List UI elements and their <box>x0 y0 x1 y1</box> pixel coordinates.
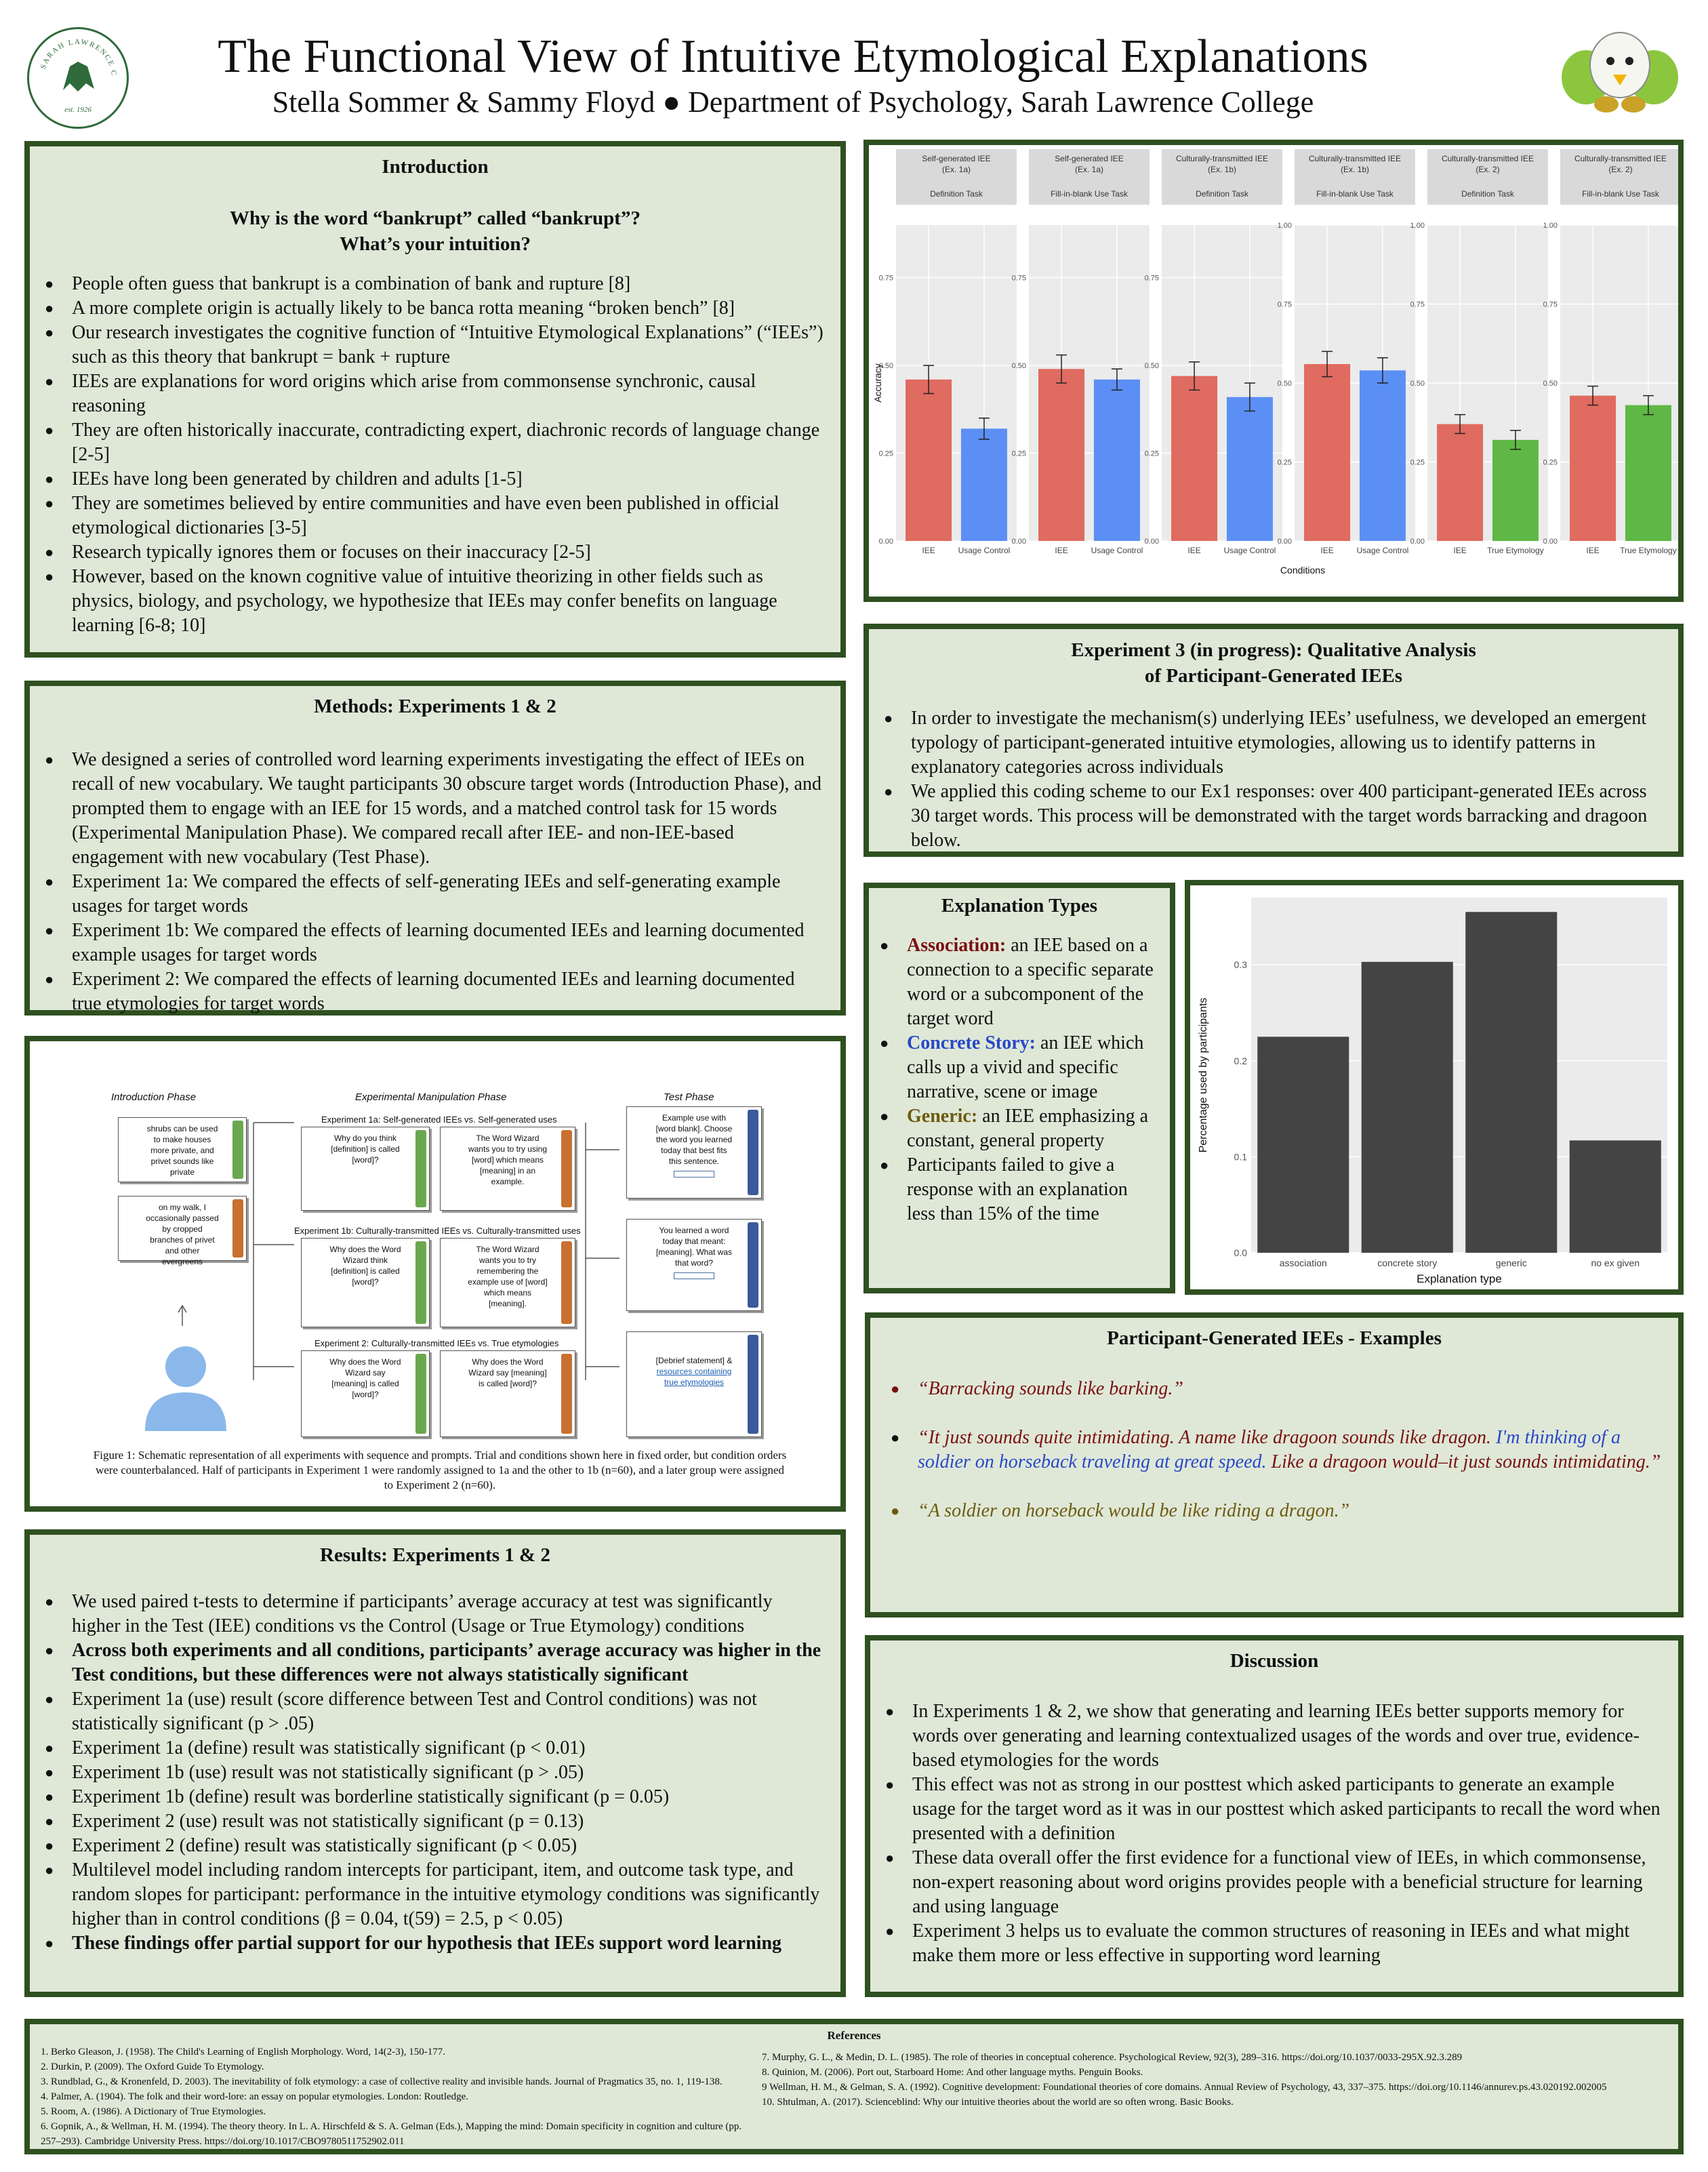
seal-est: est. 1926 <box>64 106 92 114</box>
x-tick-label: association <box>1279 1258 1327 1268</box>
intro-bullet: ● They are sometimes believed by entire communities and have even been published in official etymological dictionaries [3-5] <box>72 491 824 540</box>
concrete-text: an IEE which calls up a vivid and specific narrative, scene or image <box>907 1032 1144 1102</box>
examples-title: Participant-Generated IEEs - Examples <box>1107 1327 1442 1349</box>
card-text: Example use with [word blank]. Choose the word you learned today that best fits this sentence. <box>655 1113 733 1166</box>
exp2-test-card <box>301 1350 430 1437</box>
affiliation: Department of Psychology, Sarah Lawrence College <box>687 85 1314 119</box>
type-generic <box>907 1104 1160 1153</box>
mascot-logo <box>1559 23 1681 118</box>
phase-label-test: Test Phase <box>664 1091 714 1103</box>
y-tick-label: 0.1 <box>1234 1151 1247 1163</box>
explanation-types-panel <box>863 883 1175 1293</box>
results-title: Results: Experiments 1 & 2 <box>320 1544 550 1566</box>
facet-label: Fill-in-blank Use Task <box>1582 189 1659 199</box>
introduction-panel <box>24 141 846 658</box>
exp2-label: Experiment 2: Culturally-transmitted IEEs vs. True etymologies <box>314 1338 559 1348</box>
bar <box>961 428 1007 541</box>
association-label: Association: <box>907 935 1006 956</box>
y-tick-label: 0.25 <box>878 449 893 458</box>
card-text: You learned a word today that meant: [meaning]. What was that word? <box>655 1226 733 1268</box>
exp3-bullet: ● In order to investigate the mechanism(s) underlying IEEs’ usefulness, we developed an emergent typology of participant-generated intuitive etymologies, allowing us to identify patterns in explanatory categories across individuals <box>911 706 1662 780</box>
facet-label: Fill-in-blank Use Task <box>1316 189 1394 199</box>
exp1b-test-card <box>301 1238 430 1327</box>
generic-text: an IEE emphasizing a constant, general property <box>907 1106 1149 1151</box>
type-association <box>907 933 1160 1031</box>
card-text: Why does the Word Wizard think [definition] is called [word]? <box>329 1245 401 1287</box>
y-tick-label: 1.00 <box>1410 222 1425 230</box>
methods-bullet: ● Experiment 1b: We compared the effects of learning documented IEEs and learning documented example usages for target words <box>72 919 824 967</box>
exp3-title-line2: of Participant-Generated IEEs <box>1144 665 1403 687</box>
facet-label: Culturally-transmitted IEE <box>1441 154 1534 163</box>
bar <box>1094 380 1140 541</box>
facet-label: Fill-in-blank Use Task <box>1051 189 1128 199</box>
intro-card-2 <box>118 1196 247 1266</box>
card-text: The Word Wizard wants you to try remembering the example use of [word] which means [meaning]. <box>468 1245 548 1308</box>
x-tick-label: IEE <box>1453 546 1467 555</box>
y-tick-label: 0.75 <box>1011 274 1026 283</box>
y-tick-label: 0.25 <box>1144 449 1159 458</box>
intro-bullet: ● IEEs are explanations for word origins which arise from commonsense synchronic, causal reasoning <box>72 369 824 418</box>
schematic-diagram <box>30 1041 840 1448</box>
y-tick-label: 0.50 <box>878 362 893 371</box>
facet-label: (Ex. 1a) <box>941 165 971 174</box>
phase-label-manipulation: Experimental Manipulation Phase <box>355 1091 507 1103</box>
card-text: Why does the Word Wizard say [meaning] is called [word]? <box>329 1357 401 1399</box>
facet-label: (Ex. 1b) <box>1207 165 1237 174</box>
intro-bullet: ● Research typically ignores them or focuses on their inaccuracy [2-5] <box>72 540 824 565</box>
y-tick-label: 0.75 <box>1144 274 1159 283</box>
participant-avatar-icon <box>138 1340 233 1434</box>
y-tick-label: 0.75 <box>878 274 893 283</box>
results-bullet: ● Experiment 1b (use) result was not statistically significant (p > .05) <box>72 1761 824 1785</box>
results-bullet: ● Experiment 1b (define) result was borderline statistically significant (p = 0.05) <box>72 1785 824 1809</box>
example-association-part: “It just sounds quite intimidating. A name like dragoon sounds like dragon. <box>918 1427 1491 1448</box>
y-tick-label: 0.75 <box>1410 300 1425 309</box>
results-bullet: ● Multilevel model including random intercepts for participant, item, and outcome task type, and random slopes for participant: performance in the intuitive etymology conditions was significantly higher than in control conditions (β = 0.04, t(59) = 2.5, p < 0.05) <box>72 1858 824 1931</box>
test-use-card <box>626 1106 762 1199</box>
y-tick-label: 0.2 <box>1234 1055 1247 1066</box>
example-barracking: ● “Barracking sounds like barking.” <box>918 1377 1662 1401</box>
methods-bullet: ● We designed a series of controlled word learning experiments investigating the effect of IEEs on recall of new vocabulary. We taught participants 30 obscure target words (Introduction Phase), and prompted them to engage with an IEE for 15 words, and a matched control task for 15 words (Experimental Manipulation Phase). We compared recall after IEE- and non-IEE-based engagement with new vocabulary (Test Phase). <box>72 748 824 870</box>
y-tick-label: 0.50 <box>1543 380 1558 388</box>
intro-bullet: ● People often guess that bankrupt is a combination of bank and rupture [8] <box>72 272 824 296</box>
exp1a-control-card <box>440 1127 575 1211</box>
bar <box>1171 376 1217 541</box>
y-tick-label: 0.00 <box>1543 538 1558 546</box>
y-tick-label: 0.00 <box>1011 538 1026 546</box>
methods-title: Methods: Experiments 1 & 2 <box>314 696 556 717</box>
test-def-card <box>626 1219 762 1311</box>
results-bullet: ● Across both experiments and all conditions, participants’ average accuracy was higher in the Test conditions, but these differences were not always statistically significant <box>72 1638 824 1687</box>
facet-label: (Ex. 2) <box>1476 165 1500 174</box>
x-tick-label: Usage Control <box>1356 546 1409 555</box>
reference-item: 2. Durkin, P. (2009). The Oxford Guide To Etymology. <box>41 2062 264 2072</box>
x-tick-label: True Etymology <box>1620 546 1677 555</box>
discussion-bullet-list <box>870 1700 1678 1968</box>
association-text: an IEE based on a connection to a specific separate word or a subcomponent of the target word <box>907 935 1154 1029</box>
reference-item: 3. Rundblad, G., & Kronenfeld, D. 2003). The inevitability of folk etymology: a case of collective reality and invisible hands. Journal of Pragmatics 35, no. 1, 119-138. <box>41 2076 723 2087</box>
accuracy-chart-panel <box>863 140 1684 602</box>
y-tick-label: 0.25 <box>1410 458 1425 467</box>
y-tick-label: 1.00 <box>1277 222 1292 230</box>
examples-list <box>870 1377 1678 1523</box>
examples-panel <box>865 1312 1684 1617</box>
results-bullet: ● We used paired t-tests to determine if participants’ average accuracy at test was significantly higher in the Test (IEE) conditions vs the Control (Usage or True Etymology) conditions <box>72 1590 824 1638</box>
bar <box>1570 1140 1661 1253</box>
exp3-title-line1: Experiment 3 (in progress): Qualitative Analysis <box>1071 639 1476 661</box>
facet-label: (Ex. 1a) <box>1074 165 1104 174</box>
bullet-separator: ● <box>662 85 680 119</box>
x-tick-label: IEE <box>922 546 935 555</box>
reference-item: 6. Gopnik, A., & Wellman, H. M. (1994). The theory theory. In L. A. Hirschfeld & S. A. Gelman (Eds.), Mapping the mind: Domain specificity in cognition and culture (pp. 257–293). Cambridge University Press. https://doi.org/10.1017/CBO9780511752902.011 <box>41 2121 742 2147</box>
exp1b-label: Experiment 1b: Culturally-transmitted IEEs vs. Culturally-transmitted uses <box>294 1226 581 1236</box>
reference-item: 8. Quinion, M. (2006). Port out, Starboard Home: And other language myths. Penguin Books. <box>762 2067 1143 2078</box>
intro-bullet: ● However, based on the known cognitive value of intuitive theorizing in other fields such as physics, biology, and psychology, we hypothesize that IEEs may confer benefits on language learning [6-8; 10] <box>72 565 824 638</box>
bar <box>1257 1037 1349 1253</box>
card-text: Why does the Word Wizard say [meaning] is called [word]? <box>468 1357 547 1388</box>
x-tick-label: IEE <box>1055 546 1068 555</box>
x-axis-label: Conditions <box>1280 565 1326 576</box>
y-tick-label: 0.25 <box>1011 449 1026 458</box>
x-tick-label: IEE <box>1320 546 1334 555</box>
facet-label: Definition Task <box>1461 189 1514 199</box>
concrete-label: Concrete Story: <box>907 1032 1036 1053</box>
bar <box>1362 962 1453 1253</box>
intro-card-1 <box>118 1117 247 1182</box>
facet-label: Culturally-transmitted IEE <box>1308 154 1402 163</box>
results-bullet: ● Experiment 1a (define) result was statistically significant (p < 0.01) <box>72 1736 824 1761</box>
references-left-column <box>41 2045 752 2149</box>
reference-item: 5. Room, A. (1986). A Dictionary of True Etymologies. <box>41 2106 266 2117</box>
card-text: The Word Wizard wants you to try using [word] which means [meaning] in an example. <box>468 1133 548 1186</box>
x-tick-label: True Etymology <box>1487 546 1544 555</box>
type-concrete <box>907 1031 1160 1104</box>
results-panel <box>24 1529 846 1997</box>
bar <box>1304 364 1350 541</box>
x-tick-label: no ex given <box>1591 1258 1640 1268</box>
exp3-panel <box>863 624 1684 857</box>
bar <box>1625 405 1671 541</box>
accuracy-chart <box>869 145 1678 597</box>
facet-label: Self-generated IEE <box>1055 154 1124 163</box>
bar <box>1227 397 1273 541</box>
x-tick-label: generic <box>1495 1258 1527 1268</box>
example-association-part-2: Like a dragoon would–it just sounds intimidating.” <box>1266 1451 1661 1472</box>
bar <box>1437 424 1483 541</box>
explanation-type-chart <box>1190 885 1678 1289</box>
discussion-bullet: ● In Experiments 1 & 2, we show that generating and learning IEEs better supports memory for words over generating and learning contextualized usages of the words and over true, evidence-based etymologies for the words <box>912 1700 1662 1773</box>
x-tick-label: Usage Control <box>958 546 1011 555</box>
poster-subtitle <box>122 84 1464 121</box>
results-bullet: ● Experiment 2 (define) result was statistically significant (p < 0.05) <box>72 1834 824 1858</box>
discussion-bullet: ● This effect was not as strong in our posttest which asked participants to generate an example usage for the target word as it was in our posttest which asked participants to recall the word when presented with a definition <box>912 1773 1662 1846</box>
y-tick-label: 0.50 <box>1011 362 1026 371</box>
poster-title: The Functional View of Intuitive Etymological Explanations <box>218 31 1368 83</box>
reference-item: 7. Murphy, G. L., & Medin, D. L. (1985). The role of theories in conceptual coherence. Psychological Review, 92(3), 289–316. https://doi.org/10.1037/0033-295X.92.3.289 <box>762 2052 1463 2063</box>
exp1a-test-card <box>301 1127 430 1211</box>
example-concrete-part: I'm thinking of a soldier on horseback traveling at great speed. <box>918 1427 1621 1472</box>
y-tick-label: 0.00 <box>1410 538 1425 546</box>
facet-label: Definition Task <box>1196 189 1248 199</box>
x-tick-label: concrete story <box>1377 1258 1438 1268</box>
y-tick-label: 0.50 <box>1277 380 1292 388</box>
example-dragoon <box>918 1426 1662 1474</box>
y-tick-label: 0.50 <box>1410 380 1425 388</box>
y-tick-label: 1.00 <box>1543 222 1558 230</box>
discussion-panel <box>865 1635 1684 1997</box>
reference-item: 10. Shtulman, A. (2017). Scienceblind: Why our intuitive theories about the world are so often wrong. Basic Books. <box>762 2097 1234 2108</box>
y-tick-label: 0.00 <box>1144 538 1159 546</box>
results-bullet: ● Experiment 1a (use) result (score difference between Test and Control conditions) was not statistically significant (p > .05) <box>72 1687 824 1736</box>
resources-link[interactable]: resources containing true etymologies <box>656 1367 732 1387</box>
introduction-title: Introduction <box>382 156 489 178</box>
bar <box>1038 369 1084 541</box>
results-bullet: ● Experiment 2 (use) result was not statistically significant (p = 0.13) <box>72 1809 824 1834</box>
methods-bullet-list <box>30 748 840 1016</box>
methods-bullet: ● Experiment 2: We compared the effects of learning documented IEEs and learning documented true etymologies for target words <box>72 967 824 1016</box>
types-title: Explanation Types <box>941 895 1098 917</box>
y-axis-label: Percentage used by participants <box>1198 997 1209 1153</box>
facet-label: (Ex. 2) <box>1608 165 1633 174</box>
exp2-control-card <box>440 1350 575 1437</box>
facet-label: Culturally-transmitted IEE <box>1574 154 1667 163</box>
intro-bullet-list <box>30 272 840 638</box>
y-tick-label: 0.75 <box>1543 300 1558 309</box>
intro-card-text: shrubs can be used to make houses more private, and privet sounds like private <box>146 1124 218 1177</box>
example-generic: ● “A soldier on horseback would be like riding a dragon.” <box>918 1499 1662 1523</box>
facet-label: (Ex. 1b) <box>1340 165 1370 174</box>
debrief-card <box>626 1331 762 1437</box>
intro-bullet: ● They are often historically inaccurate, contradicting expert, diachronic records of language change [2-5] <box>72 418 824 467</box>
bar <box>1465 912 1557 1253</box>
intro-question-1: Why is the word “bankrupt” called “bankrupt”? <box>230 207 640 229</box>
intro-bullet: ● A more complete origin is actually likely to be banca rotta meaning “broken bench” [8] <box>72 296 824 321</box>
figure1-caption: Figure 1: Schematic representation of all experiments with sequence and prompts. Trial and conditions shown here in fixed order, but condition orders were counterbalanced. Half of participants in Experiment 1 were randomly assigned to 1a and the other to 1b (n=60), and a later group were assigned to Experiment 2 (n=60). <box>93 1449 787 1491</box>
x-tick-label: IEE <box>1187 546 1201 555</box>
intro-bullet: ● Our research investigates the cognitive function of “Intuitive Etymological Explanations” (“IEEs”) such as this theory that bankrupt = bank + rupture <box>72 321 824 369</box>
x-tick-label: Usage Control <box>1091 546 1143 555</box>
college-seal-logo <box>27 27 129 129</box>
references-panel <box>24 2019 1684 2154</box>
authors: Stella Sommer & Sammy Floyd <box>272 85 655 119</box>
facet-label: Culturally-transmitted IEE <box>1175 154 1269 163</box>
types-chart-panel <box>1185 880 1684 1295</box>
discussion-bullet: ● These data overall offer the first evidence for a functional view of IEEs, in which commonsense, non-expert reasoning about word origins provides people with a beneficial structure for learning and using language <box>912 1846 1662 1919</box>
references-title: References <box>827 2029 881 2042</box>
y-tick-label: 0.25 <box>1543 458 1558 467</box>
y-tick-label: 0.75 <box>1277 300 1292 309</box>
seal-text: SARAH LAWRENCE C <box>39 37 119 77</box>
exp3-bullet-list <box>869 706 1678 853</box>
card-text: [Debrief statement] & <box>655 1356 733 1365</box>
reference-item: 1. Berko Gleason, J. (1958). The Child's Learning of English Morphology. Word, 14(2-3), 150-177. <box>41 2047 445 2057</box>
discussion-title: Discussion <box>1229 1650 1319 1672</box>
type-failed: ● Participants failed to give a response with an explanation less than 15% of the time <box>907 1153 1160 1226</box>
y-tick-label: 0.00 <box>878 538 893 546</box>
discussion-bullet: ● Experiment 3 helps us to evaluate the common structures of reasoning in IEEs and what might make them more or less effective in supporting word learning <box>912 1919 1662 1968</box>
reference-item: 9 Wellman, H. M., & Gelman, S. A. (1992). Cognitive development: Foundational theories of core domains. Annual Review of Psychology, 43, 337–375. https://doi.org/10.1146/annurev.ps.43.020192.002005 <box>762 2082 1607 2093</box>
y-tick-label: 0.3 <box>1234 959 1247 971</box>
types-list <box>869 933 1170 1226</box>
y-tick-label: 0.50 <box>1144 362 1159 371</box>
exp1b-control-card <box>440 1238 575 1327</box>
y-axis-label: Accuracy <box>872 363 883 403</box>
figure1-panel <box>24 1036 846 1512</box>
exp3-bullet: ● We applied this coding scheme to our Ex1 responses: over 400 participant-generated IEEs across 30 target words. This process will be demonstrated with the target words barracking and dragoon below. <box>911 780 1662 853</box>
x-axis-label: Explanation type <box>1417 1272 1502 1285</box>
y-tick-label: 0.00 <box>1277 538 1292 546</box>
generic-label: Generic: <box>907 1106 978 1127</box>
bar <box>906 380 952 541</box>
card-text: Why do you think [definition] is called [word]? <box>331 1133 400 1165</box>
bar <box>1492 440 1539 541</box>
methods-panel <box>24 681 846 1015</box>
bar <box>1570 396 1616 541</box>
reference-item: 4. Palmer, A. (1904). The folk and their word-lore: an essay on popular etymologies. London: Routledge. <box>41 2091 469 2102</box>
intro-card-text: on my walk, I occasionally passed by cropped branches of privet and other evergreens <box>146 1203 219 1266</box>
exp1a-label: Experiment 1a: Self-generated IEEs vs. Self-generated uses <box>321 1114 557 1125</box>
results-bullet-list <box>30 1590 840 1956</box>
facet-label: Self-generated IEE <box>922 154 991 163</box>
methods-bullet: ● Experiment 1a: We compared the effects of self-generating IEEs and self-generating example usages for target words <box>72 870 824 919</box>
bar <box>1360 370 1406 541</box>
facet-label: Definition Task <box>930 189 983 199</box>
intro-question-2: What’s your intuition? <box>340 233 531 255</box>
phase-label-intro: Introduction Phase <box>111 1091 197 1103</box>
x-tick-label: IEE <box>1586 546 1600 555</box>
y-tick-label: 0.25 <box>1277 458 1292 467</box>
intro-bullet: ● IEEs have long been generated by children and adults [1-5] <box>72 467 824 491</box>
references-right-column <box>762 2050 1656 2110</box>
y-tick-label: 0.0 <box>1234 1247 1247 1258</box>
x-tick-label: Usage Control <box>1223 546 1276 555</box>
results-bullet: ● These findings offer partial support for our hypothesis that IEEs support word learning <box>72 1931 824 1956</box>
